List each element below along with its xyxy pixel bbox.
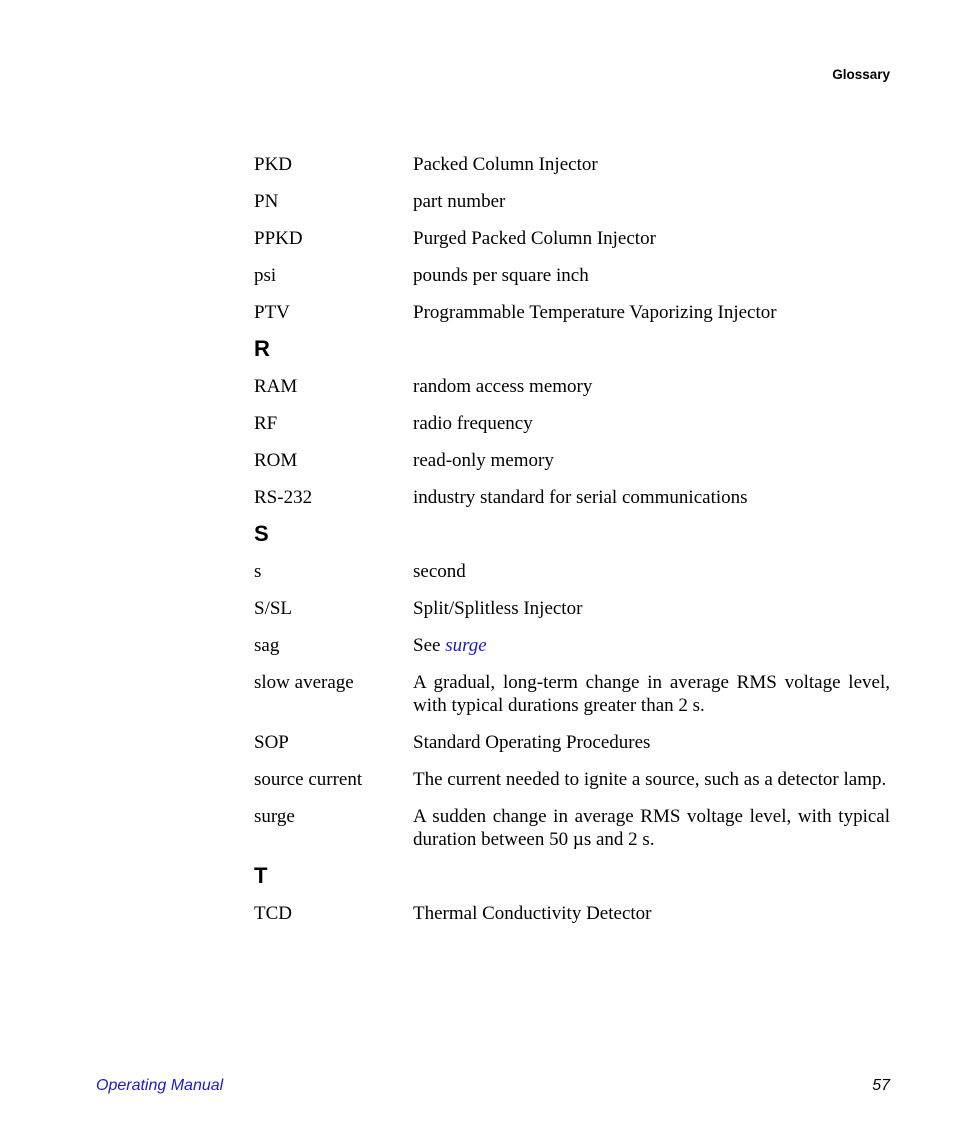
glossary-entry — [254, 805, 890, 851]
glossary-definition: A gradual, long-term change in average RMS voltage level, with typical durations greater than 2 s. — [413, 672, 890, 716]
glossary-entry — [254, 190, 890, 213]
glossary-definition: A sudden change in average RMS voltage level, with typical duration between 50 µs and 2 s. — [413, 806, 890, 850]
page-header-section: Glossary — [832, 67, 890, 82]
glossary-entry — [254, 375, 890, 398]
glossary-entry — [254, 902, 890, 925]
glossary-term: PTV — [254, 302, 290, 323]
glossary-entry — [254, 486, 890, 509]
glossary-entry — [254, 634, 890, 657]
glossary-term: ROM — [254, 450, 298, 471]
glossary-definition: radio frequency — [413, 413, 533, 434]
glossary-entry — [254, 153, 890, 176]
glossary-term: source current — [254, 769, 363, 790]
glossary-definition: Thermal Conductivity Detector — [413, 903, 652, 924]
glossary-definition: second — [413, 561, 466, 582]
glossary-entry — [254, 264, 890, 287]
glossary-entry — [254, 301, 890, 324]
glossary-definition: The current needed to ignite a source, such as a detector lamp. — [413, 769, 887, 790]
glossary-list — [254, 150, 890, 925]
glossary-definition: pounds per square inch — [413, 265, 589, 286]
footer-manual-title: Operating Manual — [96, 1077, 224, 1094]
glossary-entry — [254, 560, 890, 583]
glossary-entry — [254, 768, 890, 791]
glossary-term: TCD — [254, 903, 292, 924]
glossary-term: RF — [254, 413, 278, 434]
glossary-definition: read-only memory — [413, 450, 554, 471]
glossary-term: PPKD — [254, 228, 303, 249]
section-letter-t: T — [254, 863, 268, 888]
glossary-entry — [254, 412, 890, 435]
glossary-term: PKD — [254, 154, 293, 175]
glossary-definition: Purged Packed Column Injector — [413, 228, 656, 249]
glossary-term: slow average — [254, 672, 354, 693]
cross-reference-link[interactable]: surge — [445, 635, 487, 656]
glossary-definition: Split/Splitless Injector — [413, 598, 583, 619]
glossary-term: psi — [254, 265, 277, 286]
glossary-definition — [413, 634, 890, 657]
footer-page-number: 57 — [872, 1077, 890, 1094]
glossary-term: PN — [254, 191, 279, 212]
glossary-entry — [254, 671, 890, 717]
glossary-term: SOP — [254, 732, 289, 753]
glossary-definition: random access memory — [413, 376, 593, 397]
glossary-definition: Packed Column Injector — [413, 154, 598, 175]
glossary-definition: Standard Operating Procedures — [413, 732, 651, 753]
glossary-entry — [254, 597, 890, 620]
section-letter-s: S — [254, 521, 269, 546]
glossary-term: surge — [254, 806, 295, 827]
glossary-definition: part number — [413, 191, 506, 212]
glossary-term: RAM — [254, 376, 298, 397]
glossary-term: RS-232 — [254, 487, 313, 508]
glossary-term: s — [254, 561, 262, 582]
definition-prefix: See — [413, 635, 446, 656]
glossary-entry — [254, 731, 890, 754]
glossary-definition: Programmable Temperature Vaporizing Injector — [413, 302, 777, 323]
glossary-entry — [254, 449, 890, 472]
glossary-entry — [254, 227, 890, 250]
section-letter-r: R — [254, 336, 270, 361]
glossary-term: S/SL — [254, 598, 293, 619]
glossary-term: sag — [254, 635, 280, 656]
glossary-definition: industry standard for serial communications — [413, 487, 748, 508]
